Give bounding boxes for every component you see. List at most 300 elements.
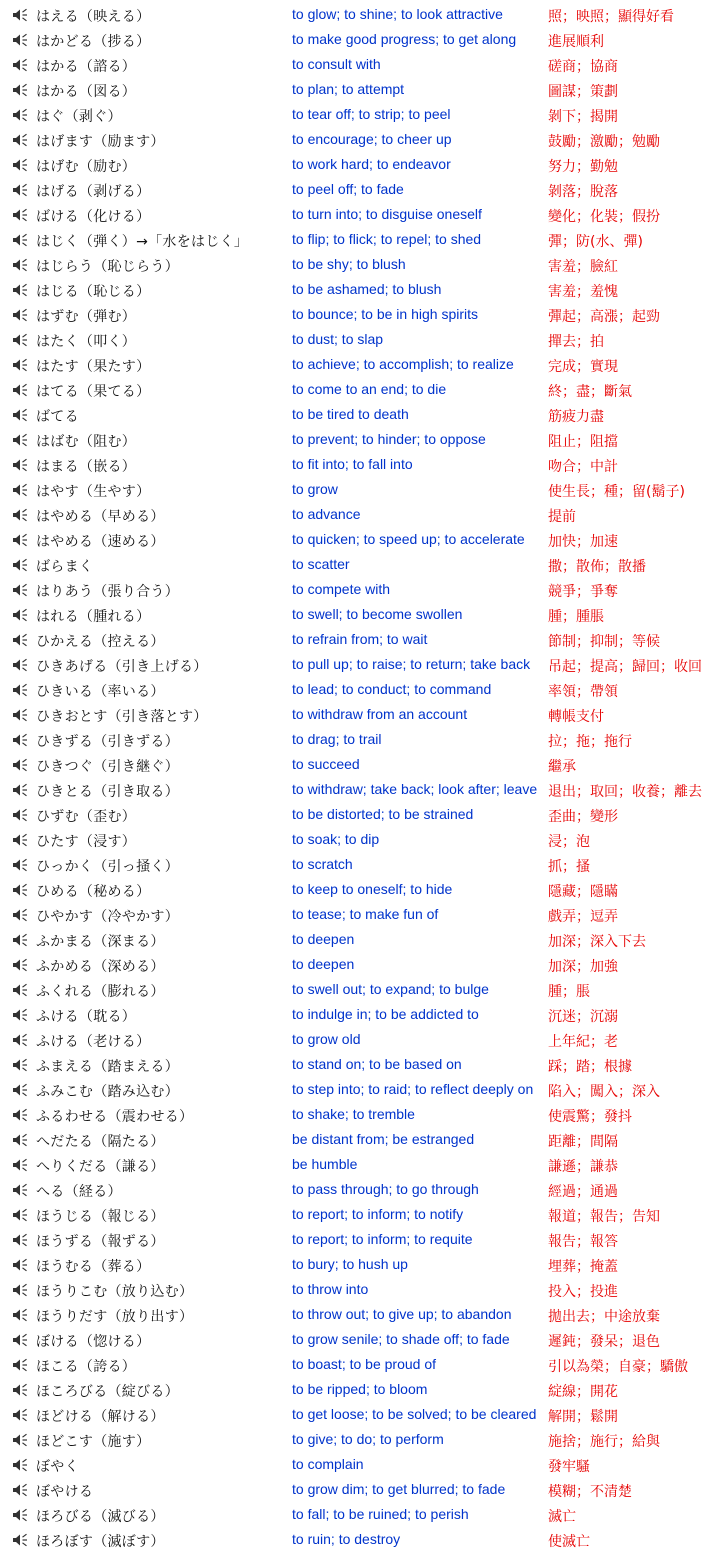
speaker-volume-icon[interactable]	[12, 1108, 28, 1122]
english-meaning: be distant from; be estranged	[292, 1131, 475, 1147]
english-meaning: to consult with	[292, 56, 381, 72]
english-meaning: to be distorted; to be strained	[292, 806, 474, 822]
speaker-volume-icon[interactable]	[12, 633, 28, 647]
chinese-meaning: 解開；鬆開	[548, 1409, 618, 1425]
vocab-row	[0, 1127, 720, 1152]
english-meaning: to swell; to become swollen	[292, 606, 463, 622]
chinese-meaning: 彈起；高漲；起勁	[548, 309, 660, 325]
chinese-meaning: 戲弄；逗弄	[548, 909, 618, 925]
speaker-volume-icon[interactable]	[12, 508, 28, 522]
english-meaning: to encourage; to cheer up	[292, 131, 452, 147]
vocab-row	[0, 177, 720, 202]
vocab-row	[0, 827, 720, 852]
english-meaning: to keep to oneself; to hide	[292, 881, 453, 897]
speaker-volume-icon[interactable]	[12, 733, 28, 747]
japanese-word: はばむ（阻む）	[36, 434, 137, 450]
speaker-volume-icon[interactable]	[12, 958, 28, 972]
english-meaning: to throw out; to give up; to abandon	[292, 1306, 512, 1322]
vocabulary-list	[0, 2, 720, 1552]
english-meaning: to fit into; to fall into	[292, 456, 413, 472]
japanese-word: ほうむる（葬る）	[36, 1259, 151, 1275]
japanese-word: はげる（剥げる）	[36, 184, 151, 200]
japanese-word: ばらまく	[36, 559, 94, 575]
chinese-meaning: 彈；防(水、彈)	[548, 234, 643, 250]
chinese-meaning: 上年紀；老	[548, 1034, 618, 1050]
english-meaning: to scatter	[292, 556, 350, 572]
vocab-row	[0, 127, 720, 152]
japanese-word: へだたる（隔たる）	[36, 1134, 165, 1150]
japanese-word: はかどる（捗る）	[36, 34, 151, 50]
speaker-volume-icon[interactable]	[12, 1533, 28, 1547]
chinese-meaning: 經過；通過	[548, 1184, 618, 1200]
japanese-word: ふくれる（膨れる）	[36, 984, 165, 1000]
english-meaning: to bury; to hush up	[292, 1256, 408, 1272]
vocab-row	[0, 1027, 720, 1052]
speaker-volume-icon[interactable]	[12, 358, 28, 372]
speaker-volume-icon[interactable]	[12, 433, 28, 447]
speaker-volume-icon[interactable]	[12, 1233, 28, 1247]
chinese-meaning: 加深；加強	[548, 959, 618, 975]
japanese-word: ひきおとす（引き落とす）	[36, 709, 208, 725]
speaker-volume-icon[interactable]	[12, 533, 28, 547]
vocab-row	[0, 1402, 720, 1427]
japanese-word: ひたす（浸す）	[36, 834, 137, 850]
japanese-word: はずむ（弾む）	[36, 309, 137, 325]
vocab-row	[0, 627, 720, 652]
japanese-word: ほうじる（報じる）	[36, 1209, 165, 1225]
chinese-meaning: 歪曲；變形	[548, 809, 618, 825]
english-meaning: to flip; to flick; to repel; to shed	[292, 231, 482, 247]
speaker-volume-icon[interactable]	[12, 858, 28, 872]
english-meaning: to throw into	[292, 1281, 369, 1297]
vocab-row	[0, 752, 720, 777]
english-meaning: to soak; to dip	[292, 831, 380, 847]
chinese-meaning: 害羞；羞愧	[548, 284, 618, 300]
vocab-row	[0, 77, 720, 102]
speaker-volume-icon[interactable]	[12, 883, 28, 897]
speaker-volume-icon[interactable]	[12, 333, 28, 347]
speaker-volume-icon[interactable]	[12, 1458, 28, 1472]
vocab-row	[0, 27, 720, 52]
english-meaning: to grow	[292, 481, 338, 497]
english-meaning: to complain	[292, 1456, 364, 1472]
chinese-meaning: 吻合；中計	[548, 459, 618, 475]
speaker-volume-icon[interactable]	[12, 1208, 28, 1222]
japanese-word: ほどこす（施す）	[36, 1434, 151, 1450]
chinese-meaning: 遲鈍；發呆；退色	[548, 1334, 660, 1350]
japanese-word: ひきあげる（引き上げる）	[36, 659, 208, 675]
english-meaning: be humble	[292, 1156, 358, 1172]
english-meaning: to lead; to conduct; to command	[292, 681, 492, 697]
speaker-volume-icon[interactable]	[12, 258, 28, 272]
chinese-meaning: 阻止；阻擋	[548, 434, 618, 450]
speaker-volume-icon[interactable]	[12, 208, 28, 222]
japanese-word: ほこる（誇る）	[36, 1359, 137, 1375]
english-meaning: to drag; to trail	[292, 731, 382, 747]
speaker-volume-icon[interactable]	[12, 1308, 28, 1322]
chinese-meaning: 施捨；施行；給與	[548, 1434, 660, 1450]
speaker-volume-icon[interactable]	[12, 1158, 28, 1172]
vocab-row	[0, 277, 720, 302]
speaker-volume-icon[interactable]	[12, 408, 28, 422]
speaker-volume-icon[interactable]	[12, 1333, 28, 1347]
vocab-row	[0, 1377, 720, 1402]
english-meaning: to be tired to death	[292, 406, 409, 422]
vocab-row	[0, 1327, 720, 1352]
speaker-volume-icon[interactable]	[12, 83, 28, 97]
japanese-word: ほうずる（報ずる）	[36, 1234, 165, 1250]
japanese-word: はぐ（剥ぐ）	[36, 109, 122, 125]
vocab-row	[0, 502, 720, 527]
japanese-word: ほろぼす（滅ぼす）	[36, 1534, 165, 1550]
chinese-meaning: 鼓勵；激勵；勉勵	[548, 134, 660, 150]
japanese-word: ふける（耽る）	[36, 1009, 137, 1025]
speaker-volume-icon[interactable]	[12, 708, 28, 722]
english-meaning: to bounce; to be in high spirits	[292, 306, 479, 322]
chinese-meaning: 努力；勤勉	[548, 159, 618, 175]
vocab-row	[0, 777, 720, 802]
english-meaning: to succeed	[292, 756, 360, 772]
vocab-row	[0, 902, 720, 927]
japanese-word: ひっかく（引っ掻く）	[36, 859, 179, 875]
vocab-row	[0, 577, 720, 602]
english-meaning: to be shy; to blush	[292, 256, 406, 272]
japanese-word: ひきとる（引き取る）	[36, 784, 179, 800]
chinese-meaning: 引以為榮；自豪；驕傲	[548, 1359, 688, 1375]
vocab-row	[0, 602, 720, 627]
vocab-row	[0, 227, 720, 252]
speaker-volume-icon[interactable]	[12, 1383, 28, 1397]
vocab-row	[0, 1202, 720, 1227]
vocab-row	[0, 2, 720, 27]
chinese-meaning: 進展順利	[548, 34, 604, 50]
english-meaning: to withdraw from an account	[292, 706, 468, 722]
vocab-row	[0, 402, 720, 427]
speaker-volume-icon[interactable]	[12, 108, 28, 122]
english-meaning: to grow old	[292, 1031, 361, 1047]
english-meaning: to quicken; to speed up; to accelerate	[292, 531, 525, 547]
speaker-volume-icon[interactable]	[12, 1058, 28, 1072]
chinese-meaning: 滅亡	[548, 1509, 576, 1525]
speaker-volume-icon[interactable]	[12, 1083, 28, 1097]
chinese-meaning: 完成；實現	[548, 359, 618, 375]
chinese-meaning: 轉帳支付	[548, 709, 604, 725]
english-meaning: to stand on; to be based on	[292, 1056, 462, 1072]
chinese-meaning: 加快；加速	[548, 534, 618, 550]
japanese-word: はやめる（速める）	[36, 534, 165, 550]
english-meaning: to get loose; to be solved; to be cleared	[292, 1406, 537, 1422]
chinese-meaning: 陷入；闖入；深入	[548, 1084, 660, 1100]
speaker-volume-icon[interactable]	[12, 683, 28, 697]
speaker-volume-icon[interactable]	[12, 608, 28, 622]
chinese-meaning: 節制；抑制；等候	[548, 634, 660, 650]
vocab-row	[0, 1102, 720, 1127]
vocab-row	[0, 1002, 720, 1027]
vocab-row	[0, 652, 720, 677]
japanese-word: へりくだる（謙る）	[36, 1159, 165, 1175]
english-meaning: to achieve; to accomplish; to realize	[292, 356, 514, 372]
vocab-row	[0, 452, 720, 477]
vocab-row	[0, 377, 720, 402]
japanese-word: ひきずる（引きずる）	[36, 734, 179, 750]
english-meaning: to come to an end; to die	[292, 381, 447, 397]
chinese-meaning: 沉迷；沉溺	[548, 1009, 618, 1025]
english-meaning: to give; to do; to perform	[292, 1431, 444, 1447]
english-meaning: to shake; to tremble	[292, 1106, 415, 1122]
japanese-word: ほどける（解ける）	[36, 1409, 165, 1425]
chinese-meaning: 吊起；提高；歸回；收回	[548, 659, 702, 675]
speaker-volume-icon[interactable]	[12, 1408, 28, 1422]
english-meaning: to compete with	[292, 581, 391, 597]
speaker-volume-icon[interactable]	[12, 133, 28, 147]
vocab-row	[0, 477, 720, 502]
english-meaning: to be ripped; to bloom	[292, 1381, 428, 1397]
speaker-volume-icon[interactable]	[12, 308, 28, 322]
chinese-meaning: 使震驚；發抖	[548, 1109, 632, 1125]
english-meaning: to turn into; to disguise oneself	[292, 206, 482, 222]
japanese-word: ほうりだす（放り出す）	[36, 1309, 194, 1325]
japanese-word: ほうりこむ（放り込む）	[36, 1284, 194, 1300]
vocab-row	[0, 427, 720, 452]
vocab-row	[0, 102, 720, 127]
speaker-volume-icon[interactable]	[12, 758, 28, 772]
japanese-word: ぼける（惚ける）	[36, 1334, 151, 1350]
chinese-meaning: 圖謀；策劃	[548, 84, 618, 100]
english-meaning: to be ashamed; to blush	[292, 281, 442, 297]
speaker-volume-icon[interactable]	[12, 1183, 28, 1197]
japanese-word: ほころびる（綻びる）	[36, 1384, 179, 1400]
chinese-meaning: 撒；散佈；散播	[548, 559, 646, 575]
vocab-row	[0, 302, 720, 327]
english-meaning: to scratch	[292, 856, 353, 872]
speaker-volume-icon[interactable]	[12, 558, 28, 572]
english-meaning: to report; to inform; to requite	[292, 1231, 473, 1247]
japanese-word: はかる（諮る）	[36, 59, 137, 75]
english-meaning: to refrain from; to wait	[292, 631, 428, 647]
english-meaning: to tear off; to strip; to peel	[292, 106, 451, 122]
vocab-row	[0, 927, 720, 952]
japanese-word: はげます（励ます）	[36, 134, 165, 150]
japanese-word: はげむ（励む）	[36, 159, 137, 175]
chinese-meaning: 繼承	[548, 759, 576, 775]
vocab-row	[0, 1477, 720, 1502]
speaker-volume-icon[interactable]	[12, 483, 28, 497]
speaker-volume-icon[interactable]	[12, 283, 28, 297]
chinese-meaning: 磋商；協商	[548, 59, 618, 75]
english-meaning: to dust; to slap	[292, 331, 384, 347]
vocab-row	[0, 802, 720, 827]
japanese-word: ひかえる（控える）	[36, 634, 165, 650]
japanese-word: はりあう（張り合う）	[36, 584, 179, 600]
english-meaning: to tease; to make fun of	[292, 906, 439, 922]
english-meaning: to boast; to be proud of	[292, 1356, 436, 1372]
speaker-volume-icon[interactable]	[12, 908, 28, 922]
vocab-row	[0, 327, 720, 352]
japanese-word: ふるわせる（震わせる）	[36, 1109, 194, 1125]
speaker-volume-icon[interactable]	[12, 1258, 28, 1272]
speaker-volume-icon[interactable]	[12, 1433, 28, 1447]
vocab-row	[0, 877, 720, 902]
english-meaning: to deepen	[292, 956, 355, 972]
english-meaning: to make good progress; to get along	[292, 31, 517, 47]
chinese-meaning: 變化；化裝；假扮	[548, 209, 660, 225]
speaker-volume-icon[interactable]	[12, 183, 28, 197]
speaker-volume-icon[interactable]	[12, 833, 28, 847]
vocab-row	[0, 552, 720, 577]
vocab-row	[0, 1152, 720, 1177]
japanese-word: ふかまる（深まる）	[36, 934, 165, 950]
english-meaning: to grow dim; to get blurred; to fade	[292, 1481, 506, 1497]
chinese-meaning: 率領；帶領	[548, 684, 618, 700]
chinese-meaning: 剝落；脫落	[548, 184, 618, 200]
speaker-volume-icon[interactable]	[12, 33, 28, 47]
chinese-meaning: 剝下；揭開	[548, 109, 618, 125]
chinese-meaning: 謙遜；謙恭	[548, 1159, 618, 1175]
english-meaning: to step into; to raid; to reflect deeply on	[292, 1081, 534, 1097]
speaker-volume-icon[interactable]	[12, 658, 28, 672]
speaker-volume-icon[interactable]	[12, 1133, 28, 1147]
vocab-row	[0, 1527, 720, 1552]
speaker-volume-icon[interactable]	[12, 1033, 28, 1047]
vocab-row	[0, 727, 720, 752]
japanese-word: ばてる	[36, 409, 79, 425]
chinese-meaning: 腫；腫脹	[548, 609, 604, 625]
english-meaning: to work hard; to endeavor	[292, 156, 451, 172]
speaker-volume-icon[interactable]	[12, 933, 28, 947]
chinese-meaning: 終；盡；斷氣	[548, 384, 632, 400]
vocab-row	[0, 1502, 720, 1527]
vocab-row	[0, 852, 720, 877]
speaker-volume-icon[interactable]	[12, 1358, 28, 1372]
vocab-row	[0, 1252, 720, 1277]
vocab-row	[0, 202, 720, 227]
vocab-row	[0, 952, 720, 977]
vocab-row	[0, 1227, 720, 1252]
vocab-row	[0, 152, 720, 177]
speaker-volume-icon[interactable]	[12, 1008, 28, 1022]
japanese-word: はれる（腫れる）	[36, 609, 151, 625]
chinese-meaning: 筋疲力盡	[548, 409, 604, 425]
english-meaning: to deepen	[292, 931, 355, 947]
japanese-word: はじる（恥じる）	[36, 284, 151, 300]
japanese-word: はやめる（早める）	[36, 509, 165, 525]
japanese-word: ほろびる（滅びる）	[36, 1509, 165, 1525]
chinese-meaning: 發牢騷	[548, 1459, 590, 1475]
japanese-word: ふみこむ（踏み込む）	[36, 1084, 179, 1100]
speaker-volume-icon[interactable]	[12, 983, 28, 997]
japanese-word: はかる（図る）	[36, 84, 137, 100]
vocab-row	[0, 1352, 720, 1377]
english-meaning: to withdraw; take back; look after; leave	[292, 781, 538, 797]
vocab-row	[0, 352, 720, 377]
japanese-word: ふける（老ける）	[36, 1034, 151, 1050]
speaker-volume-icon[interactable]	[12, 383, 28, 397]
japanese-word: ぼやける	[36, 1484, 94, 1500]
japanese-word: へる（経る）	[36, 1184, 122, 1200]
japanese-word: ひきいる（率いる）	[36, 684, 165, 700]
japanese-word: ばける（化ける）	[36, 209, 151, 225]
chinese-meaning: 報道；報告；告知	[548, 1209, 660, 1225]
japanese-word: はまる（嵌る）	[36, 459, 137, 475]
chinese-meaning: 撣去；拍	[548, 334, 604, 350]
speaker-volume-icon[interactable]	[12, 808, 28, 822]
speaker-volume-icon[interactable]	[12, 1283, 28, 1297]
vocab-row	[0, 1052, 720, 1077]
vocab-row	[0, 1302, 720, 1327]
chinese-meaning: 埋葬；掩蓋	[548, 1259, 618, 1275]
japanese-word: はじらう（恥じらう）	[36, 259, 179, 275]
chinese-meaning: 拋出去；中途放棄	[548, 1309, 660, 1325]
english-meaning: to plan; to attempt	[292, 81, 405, 97]
chinese-meaning: 綻線；開花	[548, 1384, 618, 1400]
speaker-volume-icon[interactable]	[12, 583, 28, 597]
japanese-word: はじく（弾く）→「水をはじく」	[36, 234, 249, 250]
chinese-meaning: 使生長；種；留(鬍子)	[548, 484, 685, 500]
chinese-meaning: 退出；取回；收養；離去	[548, 784, 702, 800]
chinese-meaning: 加深；深入下去	[548, 934, 646, 950]
chinese-meaning: 腫；脹	[548, 984, 590, 1000]
speaker-volume-icon[interactable]	[12, 783, 28, 797]
english-meaning: to ruin; to destroy	[292, 1531, 401, 1547]
japanese-word: はたく（叩く）	[36, 334, 137, 350]
english-meaning: to pull up; to raise; to return; take back	[292, 656, 531, 672]
japanese-word: はえる（映える）	[36, 9, 151, 25]
english-meaning: to peel off; to fade	[292, 181, 404, 197]
chinese-meaning: 投入；投進	[548, 1284, 618, 1300]
chinese-meaning: 害羞；臉紅	[548, 259, 618, 275]
speaker-volume-icon[interactable]	[12, 1508, 28, 1522]
vocab-row	[0, 1452, 720, 1477]
speaker-volume-icon[interactable]	[12, 58, 28, 72]
english-meaning: to report; to inform; to notify	[292, 1206, 464, 1222]
chinese-meaning: 拉；拖；拖行	[548, 734, 632, 750]
chinese-meaning: 報告；報答	[548, 1234, 618, 1250]
chinese-meaning: 照；映照；顯得好看	[548, 9, 674, 25]
vocab-row	[0, 1077, 720, 1102]
english-meaning: to glow; to shine; to look attractive	[292, 6, 503, 22]
japanese-word: ぼやく	[36, 1459, 79, 1475]
japanese-word: ひめる（秘める）	[36, 884, 151, 900]
japanese-word: ひずむ（歪む）	[36, 809, 137, 825]
speaker-volume-icon[interactable]	[12, 233, 28, 247]
english-meaning: to prevent; to hinder; to oppose	[292, 431, 486, 447]
speaker-volume-icon[interactable]	[12, 8, 28, 22]
speaker-volume-icon[interactable]	[12, 158, 28, 172]
japanese-word: はたす（果たす）	[36, 359, 151, 375]
english-meaning: to indulge in; to be addicted to	[292, 1006, 479, 1022]
speaker-volume-icon[interactable]	[12, 1483, 28, 1497]
vocab-row	[0, 1177, 720, 1202]
chinese-meaning: 抓；搔	[548, 859, 590, 875]
chinese-meaning: 隱藏；隱瞞	[548, 884, 618, 900]
japanese-word: ひきつぐ（引き継ぐ）	[36, 759, 179, 775]
english-meaning: to grow senile; to shade off; to fade	[292, 1331, 510, 1347]
vocab-row	[0, 677, 720, 702]
vocab-row	[0, 1427, 720, 1452]
japanese-word: はやす（生やす）	[36, 484, 151, 500]
japanese-word: はてる（果てる）	[36, 384, 151, 400]
english-meaning: to swell out; to expand; to bulge	[292, 981, 489, 997]
speaker-volume-icon[interactable]	[12, 458, 28, 472]
vocab-row	[0, 1277, 720, 1302]
chinese-meaning: 競爭；爭奪	[548, 584, 618, 600]
chinese-meaning: 提前	[548, 509, 576, 525]
english-meaning: to advance	[292, 506, 361, 522]
vocab-row	[0, 52, 720, 77]
japanese-word: ひやかす（冷やかす）	[36, 909, 179, 925]
vocab-row	[0, 702, 720, 727]
chinese-meaning: 浸；泡	[548, 834, 590, 850]
